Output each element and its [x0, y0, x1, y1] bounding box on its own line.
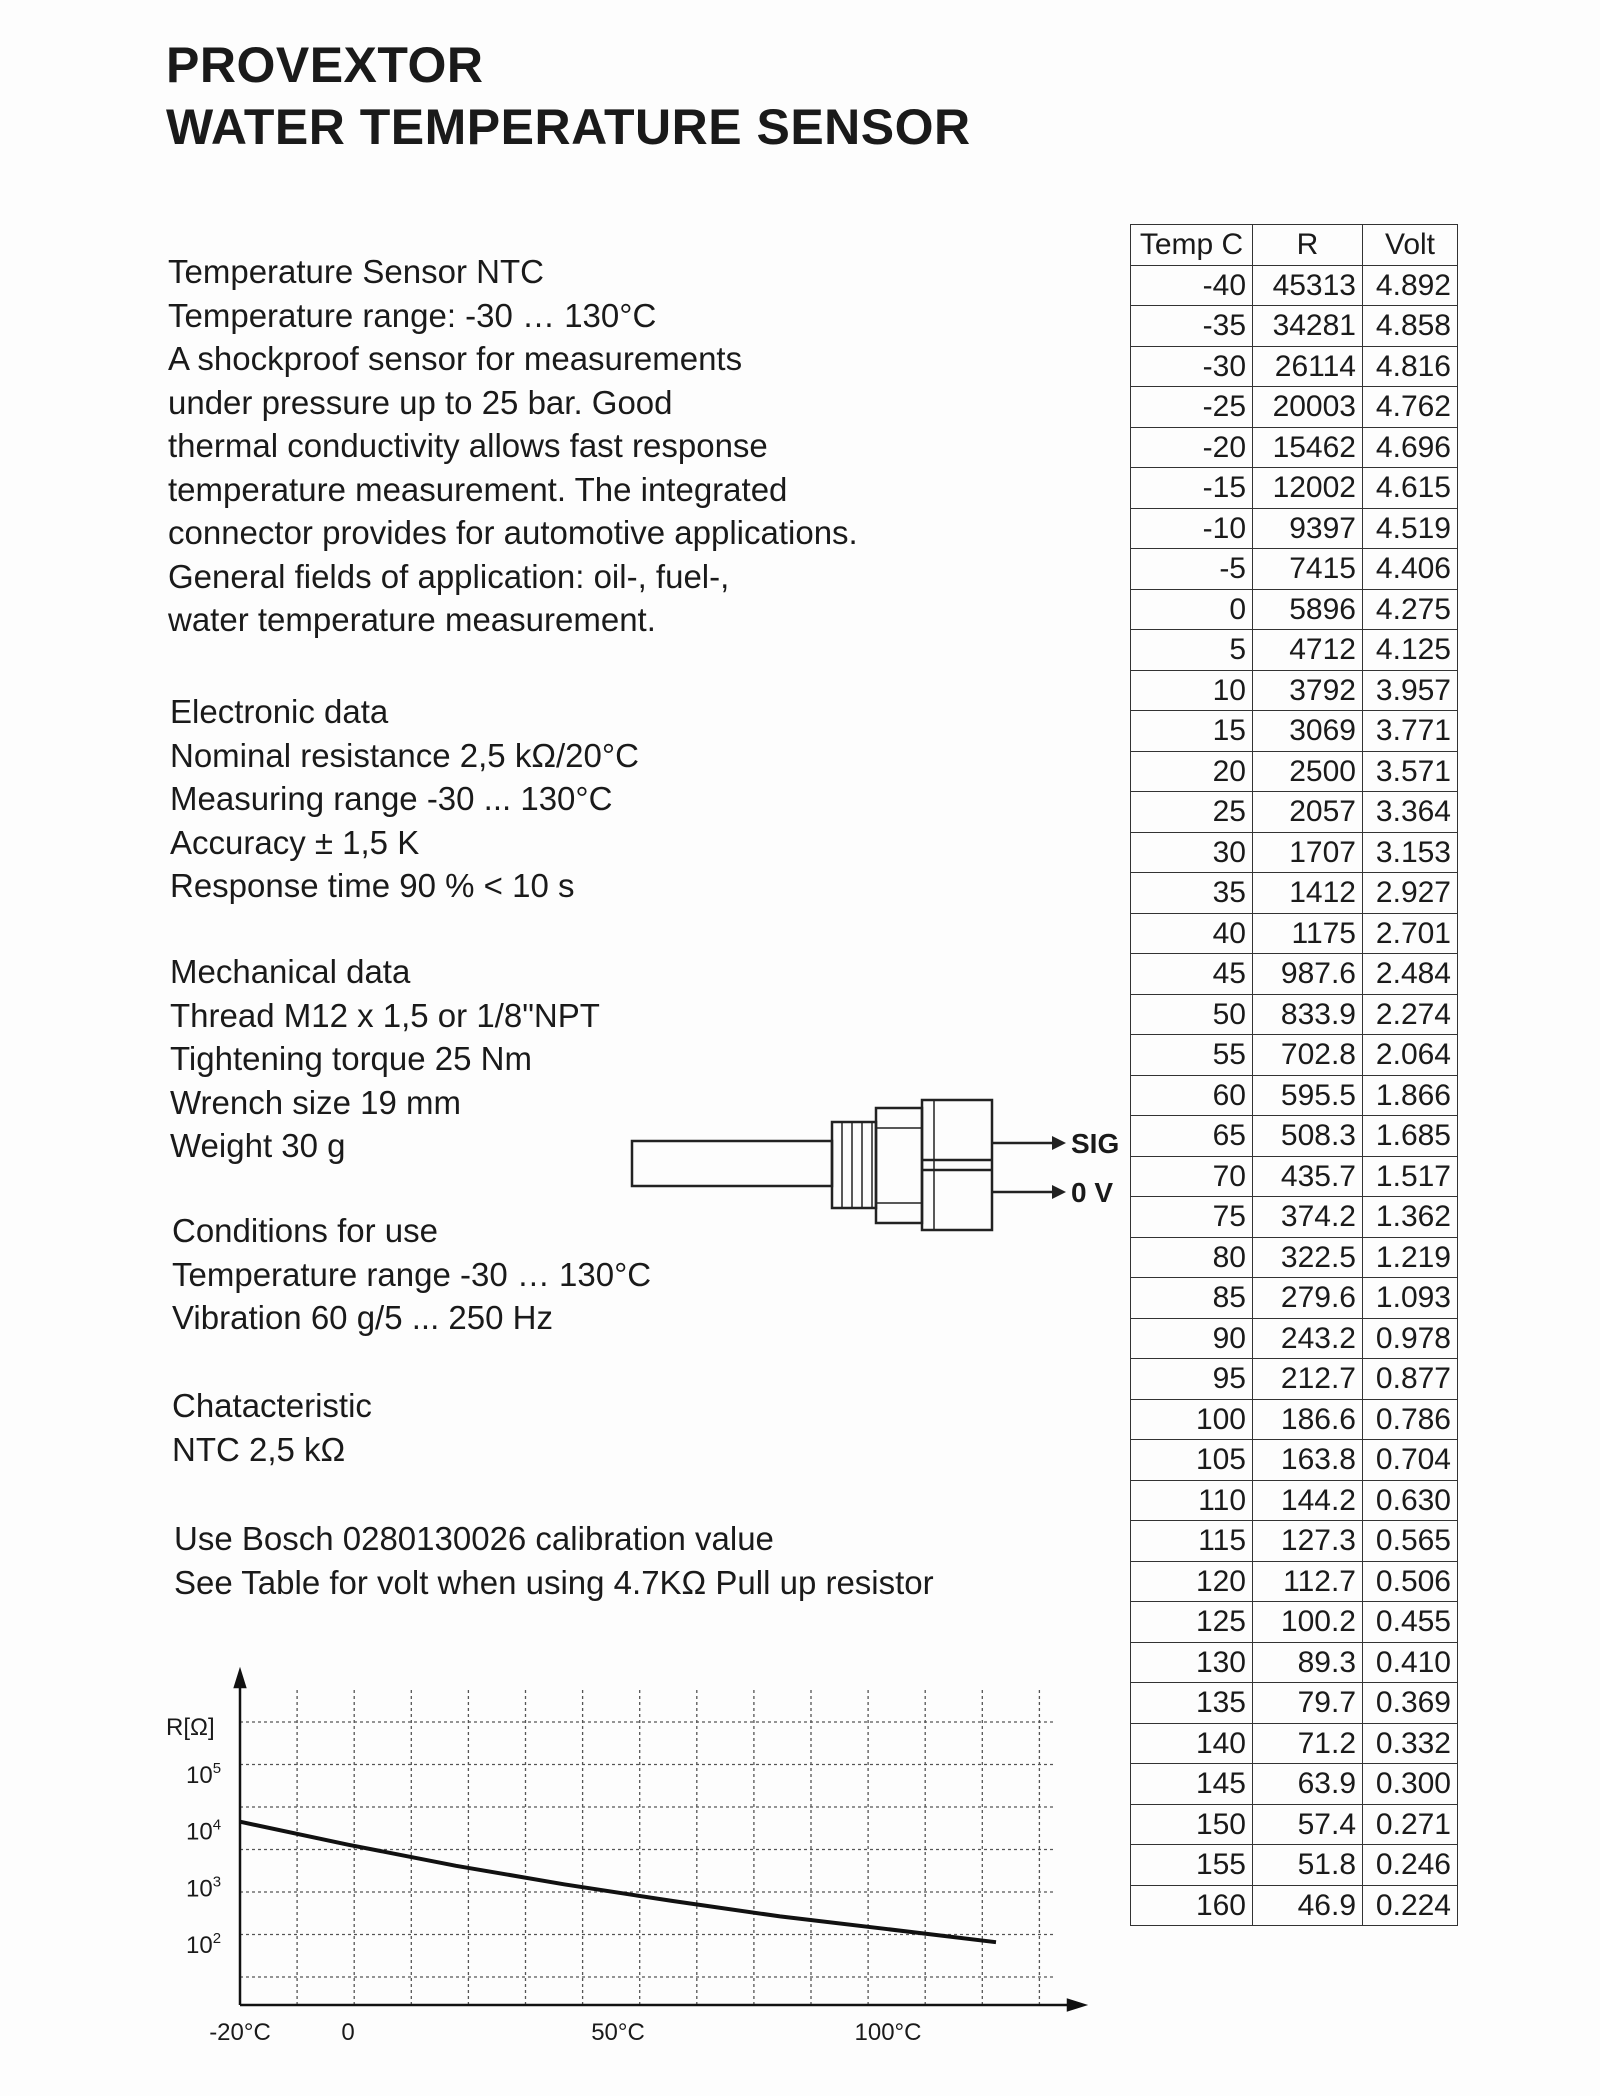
temp-cell: 85 — [1131, 1278, 1253, 1319]
table-row — [1131, 630, 1458, 671]
resistance-cell: 51.8 — [1253, 1845, 1363, 1886]
description-line: General fields of application: oil-, fuel-, — [168, 557, 730, 595]
temp-cell: 30 — [1131, 832, 1253, 873]
volt-cell: 1.362 — [1363, 1197, 1458, 1238]
y-axis-arrow-icon — [235, 1671, 245, 1687]
resistance-cell: 374.2 — [1253, 1197, 1363, 1238]
temp-cell: 10 — [1131, 670, 1253, 711]
resistance-cell: 595.5 — [1253, 1075, 1363, 1116]
temp-cell: 150 — [1131, 1804, 1253, 1845]
temp-cell: 65 — [1131, 1116, 1253, 1157]
mechanical-heading: Mechanical data — [170, 953, 411, 990]
y-axis-label: R[Ω] — [166, 1714, 215, 1741]
temp-cell: -35 — [1131, 306, 1253, 347]
table-row — [1131, 1359, 1458, 1400]
table-row — [1131, 751, 1458, 792]
table-row — [1131, 1764, 1458, 1805]
table-row — [1131, 1318, 1458, 1359]
resistance-cell: 212.7 — [1253, 1359, 1363, 1400]
table-row — [1131, 549, 1458, 590]
volt-cell: 0.877 — [1363, 1359, 1458, 1400]
sig-label: SIG — [1071, 1128, 1120, 1159]
x-axis-arrow-icon — [1068, 2000, 1084, 2010]
volt-cell: 3.364 — [1363, 792, 1458, 833]
resistance-cell: 20003 — [1253, 387, 1363, 428]
volt-cell: 0.455 — [1363, 1602, 1458, 1643]
table-row — [1131, 1723, 1458, 1764]
y-tick-label: $10^3$ — [186, 1873, 222, 1903]
resistance-cell: 1175 — [1253, 913, 1363, 954]
table-row — [1131, 508, 1458, 549]
resistance-cell: 7415 — [1253, 549, 1363, 590]
temp-cell: 120 — [1131, 1561, 1253, 1602]
temp-cell: 45 — [1131, 954, 1253, 995]
temp-cell: 80 — [1131, 1237, 1253, 1278]
table-row — [1131, 1521, 1458, 1562]
x-tick-label: 0 — [341, 2019, 355, 2046]
resistance-cell: 71.2 — [1253, 1723, 1363, 1764]
description-line: temperature measurement. The integrated — [168, 470, 788, 508]
note-line: See Table for volt when using 4.7KΩ Pull up resistor — [174, 1563, 934, 1601]
volt-cell: 0.369 — [1363, 1683, 1458, 1724]
volt-cell: 0.630 — [1363, 1480, 1458, 1521]
volt-cell: 0.978 — [1363, 1318, 1458, 1359]
title-line-brand: PROVEXTOR — [166, 37, 484, 93]
resistance-cell: 2057 — [1253, 792, 1363, 833]
volt-cell: 4.275 — [1363, 589, 1458, 630]
y-tick-label: $10^5$ — [186, 1760, 222, 1789]
volt-cell: 1.866 — [1363, 1075, 1458, 1116]
resistance-cell: 127.3 — [1253, 1521, 1363, 1562]
resistance-cell: 34281 — [1253, 306, 1363, 347]
temp-cell: 25 — [1131, 792, 1253, 833]
temp-cell: 0 — [1131, 589, 1253, 630]
description-line: Temperature Sensor NTC — [168, 253, 544, 290]
resistance-cell: 26114 — [1253, 346, 1363, 387]
resistance-cell: 3792 — [1253, 670, 1363, 711]
volt-cell: 2.064 — [1363, 1035, 1458, 1076]
temp-cell: 20 — [1131, 751, 1253, 792]
table-row — [1131, 873, 1458, 914]
description-line: Temperature range: -30 … 130°C — [168, 296, 657, 334]
table-row — [1131, 1156, 1458, 1197]
temp-cell: 40 — [1131, 913, 1253, 954]
temp-cell: 105 — [1131, 1440, 1253, 1481]
table-row — [1131, 1440, 1458, 1481]
table-row — [1131, 1845, 1458, 1886]
temp-cell: -5 — [1131, 549, 1253, 590]
resistance-cell: 186.6 — [1253, 1399, 1363, 1440]
electronic-heading: Electronic data — [170, 693, 389, 730]
x-tick-label: 100°C — [854, 2019, 922, 2046]
mechanical-line: Wrench size 19 mm — [170, 1083, 461, 1121]
table-row — [1131, 832, 1458, 873]
table-row — [1131, 1399, 1458, 1440]
resistance-cell: 2500 — [1253, 751, 1363, 792]
volt-cell: 0.246 — [1363, 1845, 1458, 1886]
electronic-line: Measuring range -30 ... 130°C — [170, 780, 613, 817]
volt-cell: 1.685 — [1363, 1116, 1458, 1157]
table-row — [1131, 346, 1458, 387]
table-row — [1131, 1642, 1458, 1683]
volt-cell: 4.406 — [1363, 549, 1458, 590]
temp-cell: -30 — [1131, 346, 1253, 387]
volt-cell: 0.224 — [1363, 1885, 1458, 1926]
temp-cell: -25 — [1131, 387, 1253, 428]
volt-cell: 1.093 — [1363, 1278, 1458, 1319]
volt-cell: 0.704 — [1363, 1440, 1458, 1481]
table-row — [1131, 427, 1458, 468]
temp-cell: 130 — [1131, 1642, 1253, 1683]
temp-cell: 160 — [1131, 1885, 1253, 1926]
volt-cell: 4.519 — [1363, 508, 1458, 549]
volt-cell: 0.565 — [1363, 1521, 1458, 1562]
x-tick-label: -20°C — [209, 2019, 271, 2046]
characteristic-line: NTC 2,5 kΩ — [172, 1430, 346, 1468]
y-tick-label: $10^4$ — [186, 1816, 222, 1846]
table-row — [1131, 1683, 1458, 1724]
temp-cell: 60 — [1131, 1075, 1253, 1116]
conditions-line: Vibration 60 g/5 ... 250 Hz — [172, 1299, 553, 1336]
volt-cell: 2.927 — [1363, 873, 1458, 914]
volt-cell: 0.332 — [1363, 1723, 1458, 1764]
volt-cell: 0.300 — [1363, 1764, 1458, 1805]
table-row — [1131, 265, 1458, 306]
temp-cell: 5 — [1131, 630, 1253, 671]
description-line: A shockproof sensor for measurements — [168, 340, 743, 377]
temp-cell: 50 — [1131, 994, 1253, 1035]
table-row — [1131, 792, 1458, 833]
table-header-row — [1131, 225, 1458, 266]
resistance-cell: 45313 — [1253, 265, 1363, 306]
volt-cell: 4.125 — [1363, 630, 1458, 671]
volt-cell: 3.571 — [1363, 751, 1458, 792]
volt-cell: 0.410 — [1363, 1642, 1458, 1683]
temp-cell: 35 — [1131, 873, 1253, 914]
volt-cell: 2.274 — [1363, 994, 1458, 1035]
resistance-cell: 163.8 — [1253, 1440, 1363, 1481]
resistance-cell: 279.6 — [1253, 1278, 1363, 1319]
resistance-cell: 3069 — [1253, 711, 1363, 752]
resistance-cell: 12002 — [1253, 468, 1363, 509]
volt-cell: 4.762 — [1363, 387, 1458, 428]
mechanical-line: Thread M12 x 1,5 or 1/8"NPT — [170, 996, 600, 1034]
header-volt: Volt — [1363, 225, 1458, 266]
resistance-cell: 435.7 — [1253, 1156, 1363, 1197]
temp-cell: 15 — [1131, 711, 1253, 752]
conditions-line: Temperature range -30 … 130°C — [172, 1255, 652, 1293]
temp-cell: 75 — [1131, 1197, 1253, 1238]
table-row — [1131, 1075, 1458, 1116]
resistance-cell: 144.2 — [1253, 1480, 1363, 1521]
resistance-cell: 322.5 — [1253, 1237, 1363, 1278]
table-row — [1131, 468, 1458, 509]
volt-cell: 2.701 — [1363, 913, 1458, 954]
temp-cell: 110 — [1131, 1480, 1253, 1521]
temp-cell: 90 — [1131, 1318, 1253, 1359]
ground-label: 0 V — [1071, 1177, 1114, 1208]
temp-cell: 145 — [1131, 1764, 1253, 1805]
resistance-cell: 112.7 — [1253, 1561, 1363, 1602]
resistance-cell: 1707 — [1253, 832, 1363, 873]
resistance-cell: 63.9 — [1253, 1764, 1363, 1805]
resistance-cell: 100.2 — [1253, 1602, 1363, 1643]
volt-cell: 0.271 — [1363, 1804, 1458, 1845]
volt-cell: 0.786 — [1363, 1399, 1458, 1440]
mechanical-line: Tightening torque 25 Nm — [170, 1040, 532, 1077]
table-row — [1131, 994, 1458, 1035]
temp-cell: -15 — [1131, 468, 1253, 509]
table-row — [1131, 1602, 1458, 1643]
volt-cell: 0.506 — [1363, 1561, 1458, 1602]
table-row — [1131, 1561, 1458, 1602]
resistance-cell: 57.4 — [1253, 1804, 1363, 1845]
temp-cell: 125 — [1131, 1602, 1253, 1643]
temp-cell: 100 — [1131, 1399, 1253, 1440]
resistance-cell: 15462 — [1253, 427, 1363, 468]
volt-cell: 4.615 — [1363, 468, 1458, 509]
description-line: connector provides for automotive applications. — [168, 514, 858, 551]
resistance-cell: 1412 — [1253, 873, 1363, 914]
table-row — [1131, 1885, 1458, 1926]
temp-cell: 135 — [1131, 1683, 1253, 1724]
table-row — [1131, 954, 1458, 995]
electronic-line: Nominal resistance 2,5 kΩ/20°C — [170, 736, 639, 774]
table-row — [1131, 1804, 1458, 1845]
resistance-curve — [240, 1822, 996, 1943]
resistance-cell: 4712 — [1253, 630, 1363, 671]
resistance-cell: 833.9 — [1253, 994, 1363, 1035]
table-row — [1131, 1480, 1458, 1521]
table-row — [1131, 1197, 1458, 1238]
temp-cell: 155 — [1131, 1845, 1253, 1886]
description-line: water temperature measurement. — [168, 601, 656, 638]
volt-cell: 1.517 — [1363, 1156, 1458, 1197]
temp-cell: 70 — [1131, 1156, 1253, 1197]
volt-cell: 2.484 — [1363, 954, 1458, 995]
characteristic-heading: Chatacteristic — [172, 1387, 372, 1424]
title-line-product: WATER TEMPERATURE SENSOR — [166, 99, 971, 155]
volt-cell: 4.858 — [1363, 306, 1458, 347]
electronic-line: Response time 90 % < 10 s — [170, 867, 575, 904]
resistance-cell: 987.6 — [1253, 954, 1363, 995]
volt-cell: 3.957 — [1363, 670, 1458, 711]
temp-cell: 95 — [1131, 1359, 1253, 1400]
resistance-cell: 89.3 — [1253, 1642, 1363, 1683]
description-line: thermal conductivity allows fast response — [168, 427, 768, 464]
temp-cell: 55 — [1131, 1035, 1253, 1076]
volt-cell: 4.696 — [1363, 427, 1458, 468]
calibration-table — [1130, 224, 1458, 1926]
x-tick-label: 50°C — [591, 2019, 645, 2046]
volt-cell: 3.153 — [1363, 832, 1458, 873]
volt-cell: 4.816 — [1363, 346, 1458, 387]
resistance-cell: 79.7 — [1253, 1683, 1363, 1724]
description-line: under pressure up to 25 bar. Good — [168, 383, 673, 421]
resistance-cell: 46.9 — [1253, 1885, 1363, 1926]
table-row — [1131, 1237, 1458, 1278]
volt-cell: 1.219 — [1363, 1237, 1458, 1278]
electronic-line: Accuracy ± 1,5 K — [170, 823, 420, 861]
temp-cell: -40 — [1131, 265, 1253, 306]
volt-cell: 3.771 — [1363, 711, 1458, 752]
temp-cell: 140 — [1131, 1723, 1253, 1764]
conditions-heading: Conditions for use — [172, 1212, 438, 1249]
resistance-cell: 702.8 — [1253, 1035, 1363, 1076]
header-temp: Temp C — [1131, 225, 1253, 266]
table-row — [1131, 387, 1458, 428]
table-row — [1131, 589, 1458, 630]
table-row — [1131, 306, 1458, 347]
resistance-cell: 508.3 — [1253, 1116, 1363, 1157]
resistance-cell: 5896 — [1253, 589, 1363, 630]
table-row — [1131, 1278, 1458, 1319]
volt-cell: 4.892 — [1363, 265, 1458, 306]
header-resistance: R — [1253, 225, 1363, 266]
resistance-cell: 9397 — [1253, 508, 1363, 549]
table-row — [1131, 1035, 1458, 1076]
mechanical-line: Weight 30 g — [170, 1127, 346, 1164]
temp-cell: -20 — [1131, 427, 1253, 468]
table-row — [1131, 1116, 1458, 1157]
table-row — [1131, 913, 1458, 954]
y-tick-label: $10^2$ — [186, 1930, 222, 1959]
temp-cell: -10 — [1131, 508, 1253, 549]
resistance-cell: 243.2 — [1253, 1318, 1363, 1359]
note-line: Use Bosch 0280130026 calibration value — [174, 1520, 774, 1557]
table-row — [1131, 670, 1458, 711]
table-row — [1131, 711, 1458, 752]
temp-cell: 115 — [1131, 1521, 1253, 1562]
